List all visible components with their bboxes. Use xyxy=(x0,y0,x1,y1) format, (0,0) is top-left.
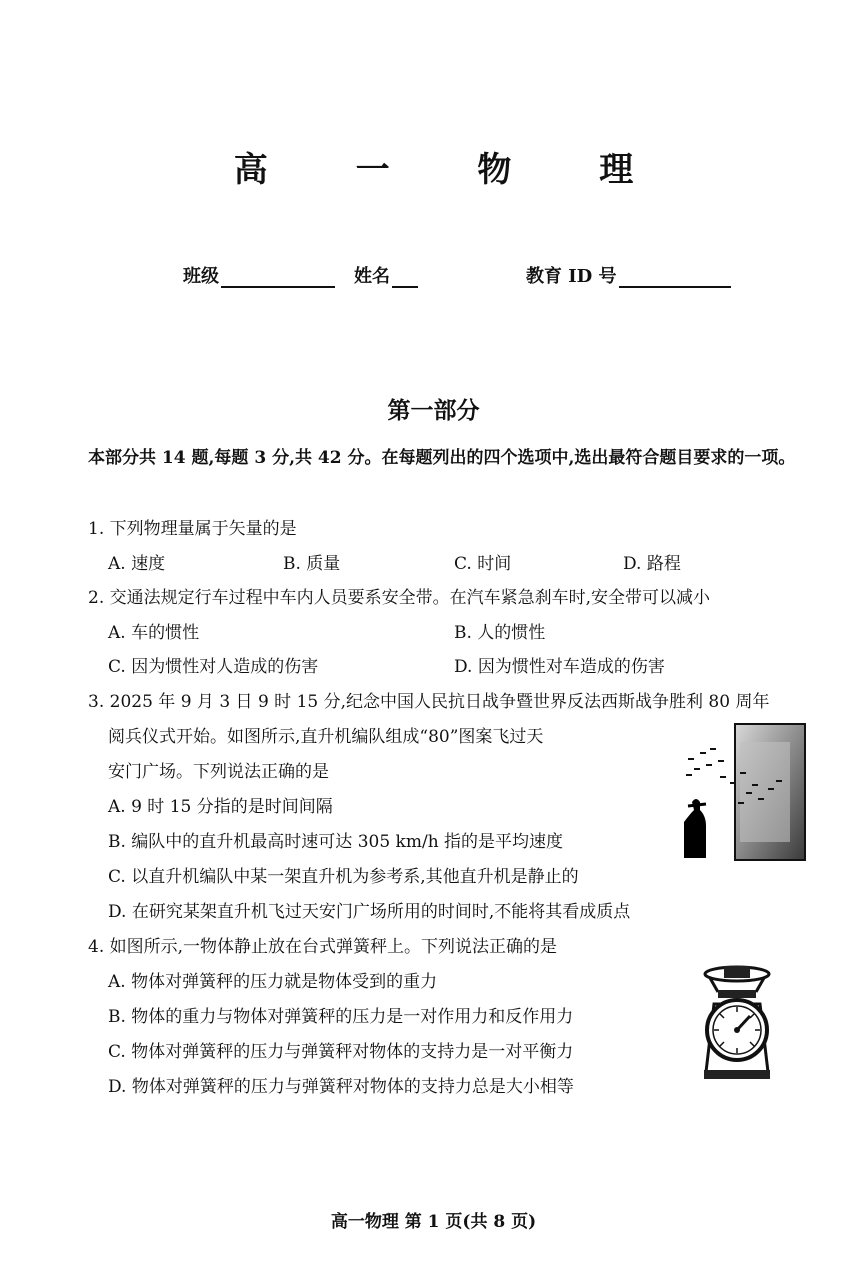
question-3-line-1: 3. 2025 年 9 月 3 日 9 时 15 分,纪念中国人民抗日战争暨世界反法西斯战争胜利 80 周年 xyxy=(88,692,770,712)
q4-option-c: C. 物体对弹簧秤的压力与弹簧秤对物体的支持力是一对平衡力 xyxy=(108,1042,574,1062)
id-blank xyxy=(619,268,731,288)
page-title: 高 一 物 理 xyxy=(233,150,672,190)
q4-option-d: D. 物体对弹簧秤的压力与弹簧秤对物体的支持力总是大小相等 xyxy=(108,1077,574,1097)
q4-option-b: B. 物体的重力与物体对弹簧秤的压力是一对作用力和反作用力 xyxy=(108,1007,574,1027)
q4-option-a: A. 物体对弹簧秤的压力就是物体受到的重力 xyxy=(108,972,438,992)
q2-option-c: C. 因为惯性对人造成的伤害 xyxy=(108,657,319,677)
section-intro: 本部分共 14 题,每题 3 分,共 42 分。在每题列出的四个选项中,选出最符合题目要求的一项。 xyxy=(88,448,796,468)
class-label: 班级 xyxy=(183,266,219,287)
q2-option-a: A. 车的惯性 xyxy=(108,623,200,643)
q2-option-b: B. 人的惯性 xyxy=(454,623,546,643)
q1-option-c: C. 时间 xyxy=(454,554,512,574)
section-title: 第一部分 xyxy=(387,397,480,424)
q1-option-d: D. 路程 xyxy=(623,554,681,574)
name-field xyxy=(354,262,418,288)
spring-scale-figure xyxy=(700,964,774,1082)
page-footer: 高一物理 第 1 页(共 8 页) xyxy=(330,1212,537,1232)
question-3-line-2: 阅兵仪式开始。如图所示,直升机编队组成“80”图案飞过天 xyxy=(108,727,544,747)
q1-option-b: B. 质量 xyxy=(283,554,341,574)
question-4-stem: 4. 如图所示,一物体静止放在台式弹簧秤上。下列说法正确的是 xyxy=(88,937,558,957)
class-field xyxy=(183,262,335,288)
question-2-stem: 2. 交通法规定行车过程中车内人员要系安全带。在汽车紧急刹车时,安全带可以减小 xyxy=(88,588,711,608)
q2-option-d: D. 因为惯性对车造成的伤害 xyxy=(454,657,665,677)
id-field xyxy=(526,262,731,288)
q3-option-d: D. 在研究某架直升机飞过天安门广场所用的时间时,不能将其看成质点 xyxy=(108,902,631,922)
q1-option-a: A. 速度 xyxy=(108,554,166,574)
question-1-stem: 1. 下列物理量属于矢量的是 xyxy=(88,519,297,539)
id-label: 教育 ID 号 xyxy=(526,266,617,287)
class-blank xyxy=(221,268,335,288)
name-label: 姓名 xyxy=(354,266,390,287)
q3-option-c: C. 以直升机编队中某一架直升机为参考系,其他直升机是静止的 xyxy=(108,867,579,887)
q3-option-a: A. 9 时 15 分指的是时间间隔 xyxy=(108,797,333,817)
helicopter-formation-figure xyxy=(680,722,807,862)
question-3-line-3: 安门广场。下列说法正确的是 xyxy=(108,762,329,782)
name-blank xyxy=(392,268,418,288)
q3-option-b: B. 编队中的直升机最高时速可达 305 km/h 指的是平均速度 xyxy=(108,832,564,852)
